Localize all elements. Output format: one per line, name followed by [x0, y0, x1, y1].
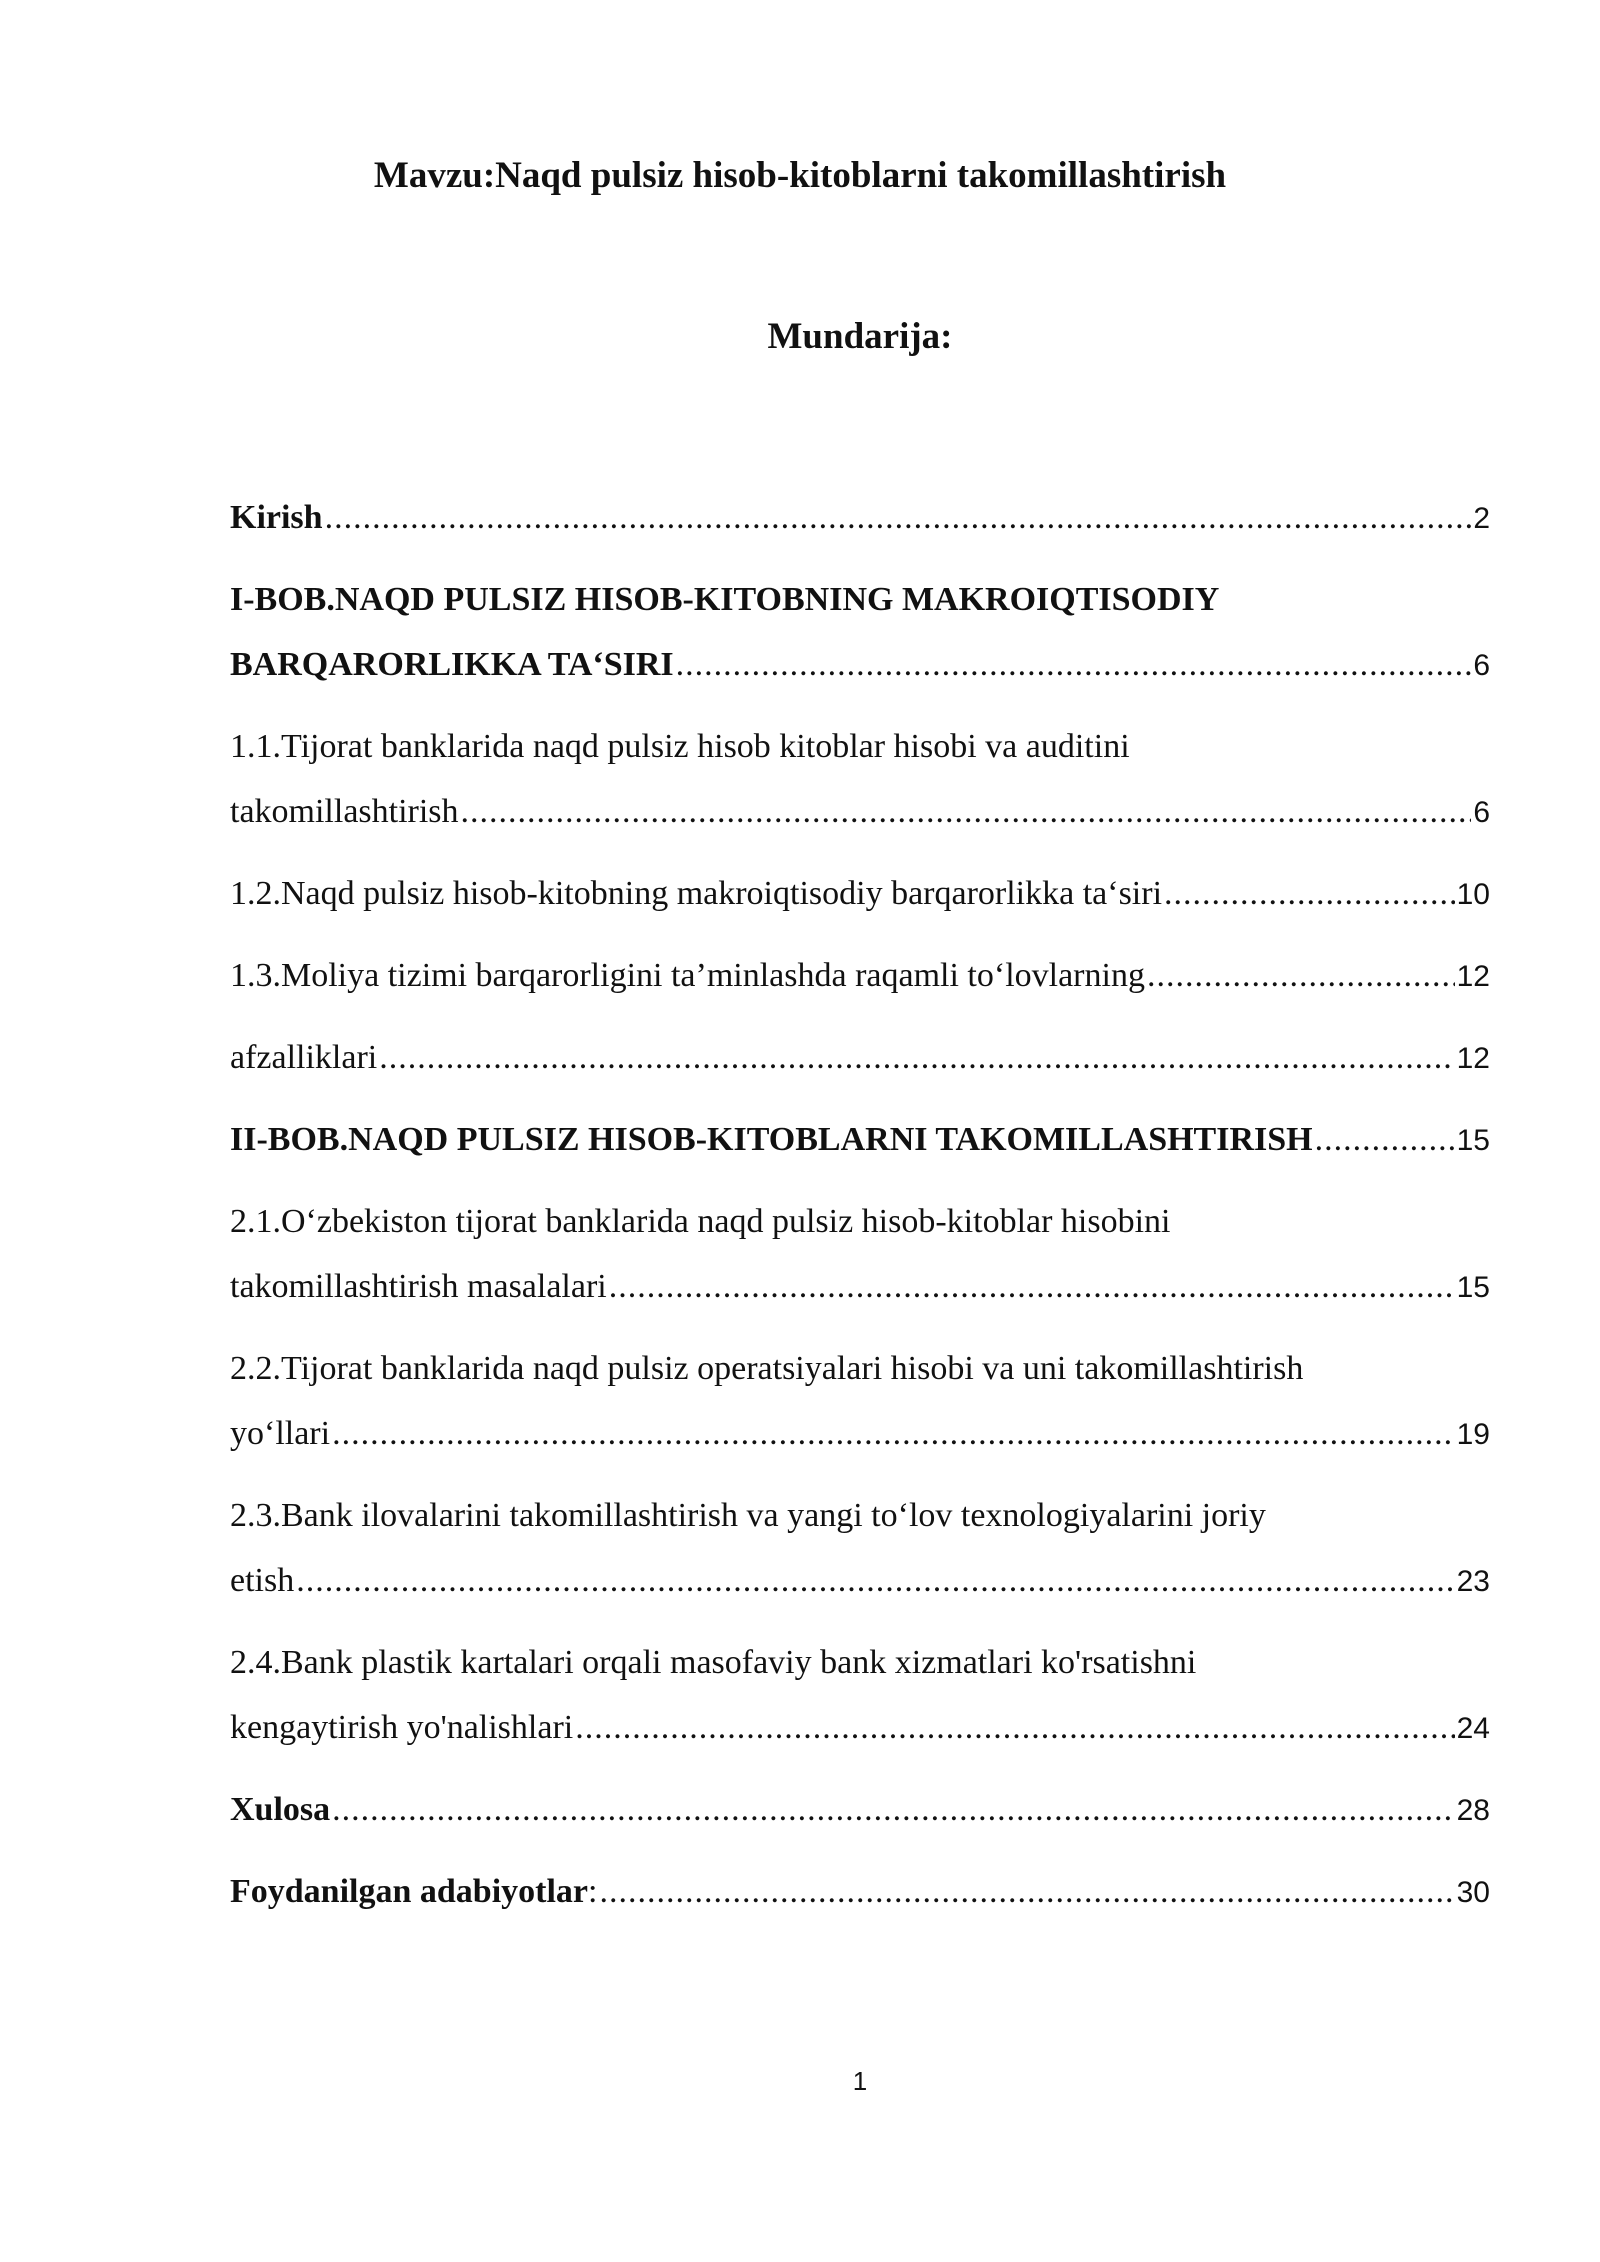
toc-page-number: 10	[1456, 878, 1490, 911]
toc-leader-dots	[599, 1859, 1454, 1924]
document-title: Mavzu:Naqd pulsiz hisob-kitoblarni takomillashtirish	[373, 155, 1227, 196]
toc-page-number: 23	[1456, 1565, 1490, 1598]
toc-entry-conclusion[interactable]	[230, 1777, 1490, 1842]
toc-entry-line	[230, 1025, 1490, 1090]
toc-heading: Mundarija:	[767, 316, 953, 357]
toc-leader-dots	[332, 1401, 1455, 1466]
toc-page-number: 19	[1456, 1418, 1490, 1451]
toc-entry-first-line: I-BOB.NAQD PULSIZ HISOB-KITOBNING MAKROIQTISODIY	[230, 581, 1220, 618]
toc-leader-dots	[575, 1695, 1454, 1760]
toc-entry-line	[230, 1401, 1490, 1466]
toc-entry-section-1-3-continued[interactable]	[230, 1025, 1490, 1090]
toc-entry-chapter-1[interactable]	[230, 567, 1490, 697]
toc-entry-line	[230, 1254, 1490, 1319]
toc-entry-label: II-BOB.NAQD PULSIZ HISOB-KITOBLARNI TAKOMILLASHTIRISH	[230, 1121, 1313, 1158]
toc-entry-first-line: 2.1.O‘zbekiston tijorat banklarida naqd pulsiz hisob-kitoblar hisobini	[230, 1203, 1171, 1240]
toc-leader-dots	[325, 485, 1472, 550]
toc-entry-label: Kirish	[230, 499, 323, 536]
toc-leader-dots	[332, 1777, 1454, 1842]
table-of-contents	[230, 485, 1490, 1941]
toc-entry-line	[230, 1859, 1490, 1924]
toc-entry-line	[230, 1548, 1490, 1613]
toc-entry-line	[230, 632, 1490, 697]
toc-page-number: 30	[1456, 1876, 1490, 1909]
toc-entry-label: Foydanilgan adabiyotlar	[230, 1873, 589, 1910]
toc-entry-line	[230, 1107, 1490, 1172]
toc-entry-introduction[interactable]	[230, 485, 1490, 550]
toc-leader-dots	[676, 632, 1472, 697]
toc-entry-line	[230, 779, 1490, 844]
toc-entry-section-2-4[interactable]	[230, 1630, 1490, 1760]
toc-entry-label: etish	[230, 1562, 295, 1599]
toc-entry-label: Xulosa	[230, 1791, 331, 1828]
toc-entry-line	[230, 1777, 1490, 1842]
toc-page-number: 2	[1473, 502, 1490, 535]
toc-page-number: 12	[1456, 960, 1490, 993]
toc-entry-label: BARQARORLIKKA TA‘SIRI	[230, 646, 674, 683]
toc-page-number: 15	[1456, 1271, 1490, 1304]
toc-entry-label: takomillashtirish masalalari	[230, 1268, 607, 1305]
toc-entry-label: afzalliklari	[230, 1039, 378, 1076]
toc-entry-line	[230, 485, 1490, 550]
toc-page-number: 24	[1456, 1712, 1490, 1745]
toc-entry-suffix: :	[588, 1873, 598, 1910]
toc-entry-section-1-1[interactable]	[230, 714, 1490, 844]
toc-page-number: 6	[1473, 796, 1490, 829]
toc-entry-label: 1.3.Moliya tizimi barqarorligini ta’minlashda raqamli to‘lovlarning	[230, 957, 1145, 994]
toc-entry-first-line: 1.1.Tijorat banklarida naqd pulsiz hisob kitoblar hisobi va auditini	[230, 728, 1130, 765]
toc-page-number: 15	[1456, 1124, 1490, 1157]
toc-entry-first-line: 2.2.Tijorat banklarida naqd pulsiz operatsiyalari hisobi va uni takomillashtirish	[230, 1350, 1304, 1387]
toc-page-number: 12	[1456, 1042, 1490, 1075]
toc-leader-dots	[379, 1025, 1454, 1090]
toc-entry-section-2-3[interactable]	[230, 1483, 1490, 1613]
toc-entry-label: takomillashtirish	[230, 793, 459, 830]
page-number: 1	[852, 2066, 868, 2096]
toc-leader-dots	[296, 1548, 1454, 1613]
toc-entry-section-1-2[interactable]	[230, 861, 1490, 926]
toc-leader-dots	[461, 779, 1472, 844]
toc-entry-line	[230, 943, 1490, 1008]
toc-entry-first-line: 2.4.Bank plastik kartalari orqali masofaviy bank xizmatlari ko'rsatishni	[230, 1644, 1197, 1681]
toc-page-number: 28	[1456, 1794, 1490, 1827]
toc-page-number: 6	[1473, 649, 1490, 682]
toc-leader-dots	[1147, 943, 1455, 1008]
toc-entry-label: 1.2.Naqd pulsiz hisob-kitobning makroiqtisodiy barqarorlikka ta‘siri	[230, 875, 1163, 912]
toc-entry-label: kengaytirish yo'nalishlari	[230, 1709, 574, 1746]
toc-entry-section-2-1[interactable]	[230, 1189, 1490, 1319]
toc-entry-line	[230, 861, 1490, 926]
toc-entry-first-line: 2.3.Bank ilovalarini takomillashtirish va yangi to‘lov texnologiyalarini joriy	[230, 1497, 1266, 1534]
toc-entry-references[interactable]	[230, 1859, 1490, 1924]
toc-entry-chapter-2[interactable]	[230, 1107, 1490, 1172]
toc-entry-section-2-2[interactable]	[230, 1336, 1490, 1466]
toc-entry-line	[230, 1695, 1490, 1760]
toc-leader-dots	[609, 1254, 1455, 1319]
toc-entry-label: yo‘llari	[230, 1415, 331, 1452]
toc-entry-section-1-3[interactable]	[230, 943, 1490, 1008]
toc-leader-dots	[1315, 1107, 1455, 1172]
toc-leader-dots	[1164, 861, 1455, 926]
